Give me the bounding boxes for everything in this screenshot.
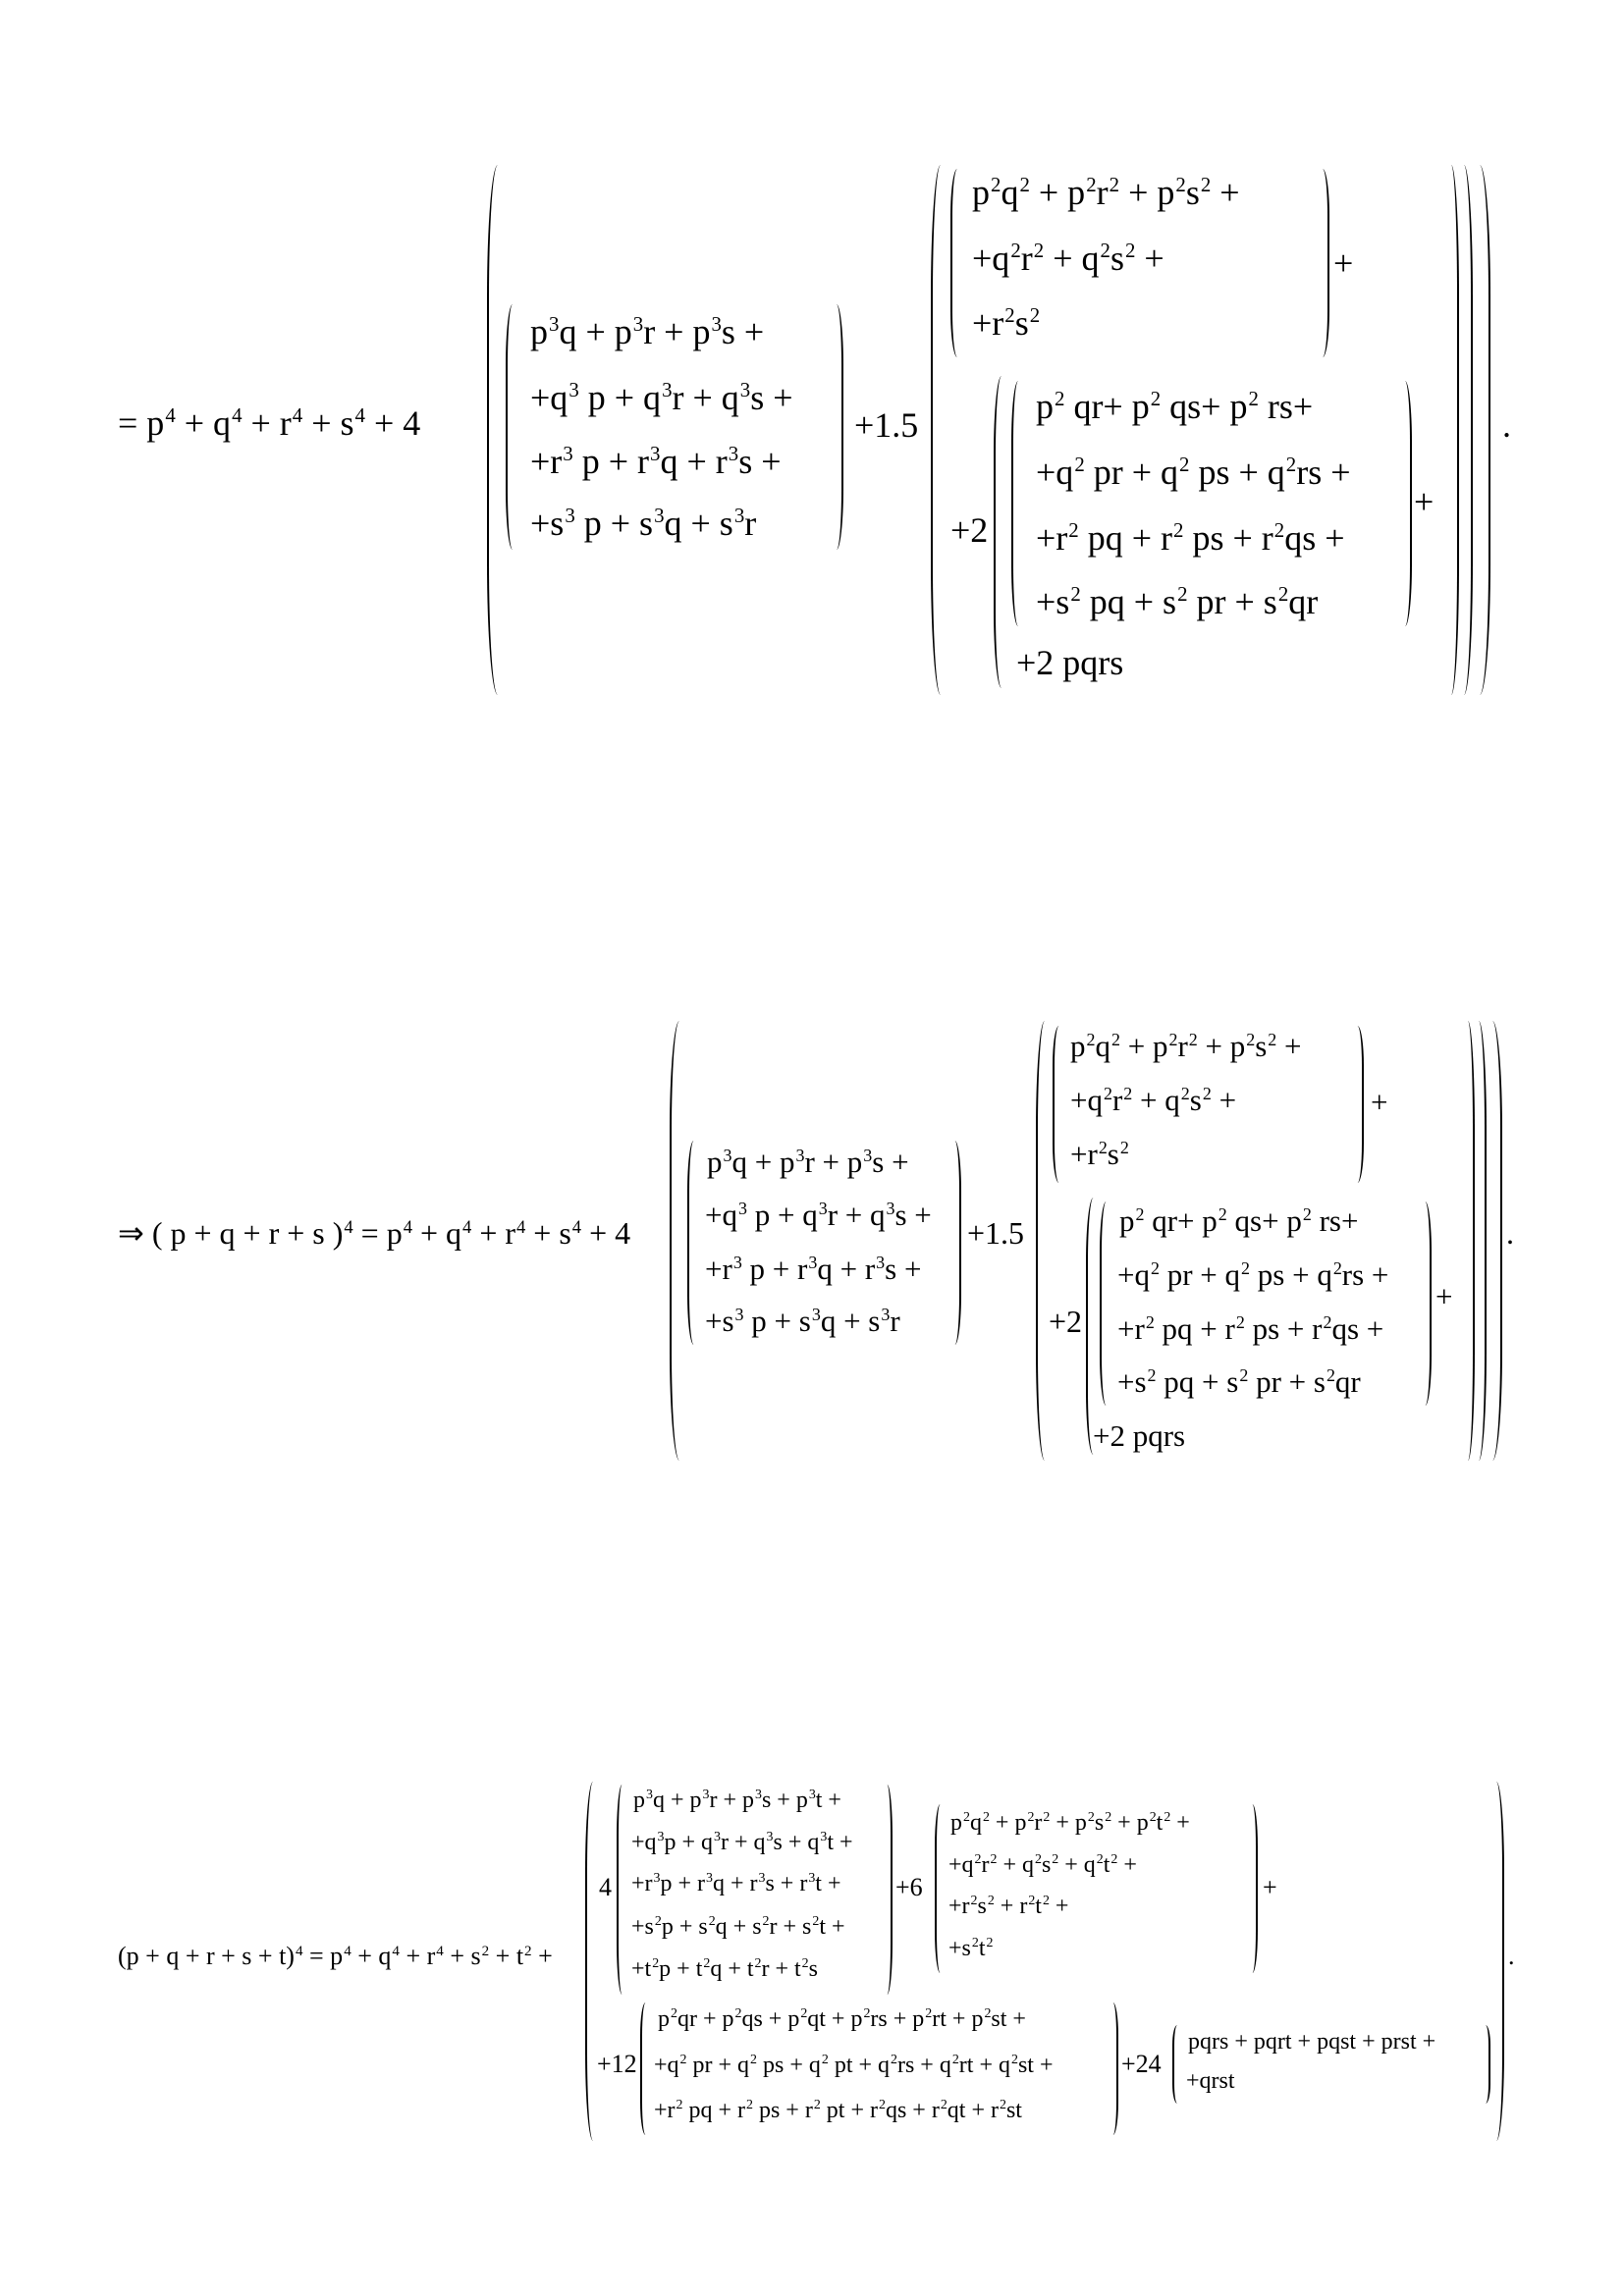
eq3-blockC-line: $+r^2$ pq + $r^2$ ps + $r^2$ pt + $r^2qs + r^2qt + r^2st$ xyxy=(654,2098,1022,2123)
eq2-pqrs-term: +2 pqrs xyxy=(1093,1418,1186,1453)
eq3-coef-12: +12 xyxy=(597,2050,637,2078)
eq1-outer-paren-right xyxy=(1469,165,1490,695)
eq1-inner-paren-left xyxy=(994,376,1009,688)
eq2-blockB-line: $+q^2r^2 + q^2s^2$ + xyxy=(1070,1083,1237,1117)
eq1-blockC-paren-left xyxy=(1011,381,1025,626)
eq1-blockB-line: $p^2q^2 + p^2r^2 + p^2s^2$ + xyxy=(972,173,1240,212)
eq2-blockA-line: $+r^3$ $p + r^3q + r^3s$ + xyxy=(705,1252,922,1286)
eq1-plus: + xyxy=(1333,243,1354,283)
eq3-coef-6: +6 xyxy=(895,1873,923,1901)
eq2-blockA-line: $p^3q + p^3r + p^3s$ + xyxy=(707,1145,909,1179)
eq1-blockA-paren-left xyxy=(506,304,519,550)
eq2-blockC-line: $+s^2$ pq + $s^2$ pr + $s^2qr$ xyxy=(1117,1364,1361,1399)
eq3-blockA-line: $+q^3p + q^3r + q^3s + q^3t$ + xyxy=(631,1830,853,1855)
eq1-blockA-line: $+s^3$ $p + s^3q + s^3r$ xyxy=(530,504,757,543)
eq1-blockA-line: $p^3q + p^3r + p^3s$ + xyxy=(530,312,765,351)
eq2-blockA-paren-right xyxy=(948,1141,961,1345)
eq1-coef-1-5: +1.5 xyxy=(854,405,919,445)
eq1-blockC-line: $+q^2$ pr + $q^2$ ps + $q^2rs$ + xyxy=(1036,453,1351,492)
eq3-outer-paren-left xyxy=(585,1782,601,2141)
eq3-outer-paren-right xyxy=(1489,1782,1504,2141)
eq3-period: . xyxy=(1508,1942,1515,1970)
eq2-plus: + xyxy=(1371,1085,1388,1119)
eq3-coef-4: 4 xyxy=(599,1873,612,1901)
eq1-blockC-line: $+r^2$ pq + $r^2$ ps + $r^2qs$ + xyxy=(1036,518,1345,558)
eq1-blockB-paren-right xyxy=(1316,169,1329,357)
eq2-coef-2: +2 xyxy=(1049,1304,1083,1339)
eq2-blockA-line: $+s^3$ $p + s^3q + s^3r$ xyxy=(705,1304,900,1338)
eq3-blockD-line: +qrst xyxy=(1186,2068,1235,2094)
eq1-pqrs-term: +2 pqrs xyxy=(1016,643,1124,682)
eq1-blockC-line: $+s^2$ pq + $s^2$ pr + $s^2qr$ xyxy=(1036,582,1319,621)
eq3-coef-24: +24 xyxy=(1121,2050,1162,2078)
eq3-blockC-line: $p^2qr + p^2qs + p^2qt + p^2rs + p^2rt + p^2st$ + xyxy=(658,2006,1026,2032)
eq1-blockC-paren-right xyxy=(1398,381,1412,626)
eq1-blockC-line: $p^2$ $qr+ p^2$ $qs+ p^2$ rs+ xyxy=(1036,387,1314,426)
eq2-blockA-line: $+q^3$ $p + q^3r + q^3s$ + xyxy=(705,1198,932,1232)
eq2-blockC-line: $+q^2$ pr + $q^2$ ps + $q^2rs$ + xyxy=(1117,1257,1389,1292)
eq2-lhs: ⇒ ( p + q + r + s )$^4 = p^4 + q^4 + r^4 + s^4 + 4$ xyxy=(118,1215,631,1251)
eq1-blockA-paren-right xyxy=(830,304,843,550)
eq2-blockA-paren-left xyxy=(687,1141,700,1345)
eq1-blockB-paren-left xyxy=(950,169,964,357)
eq1-lhs: = $p^4 + q^4 + r^4 + s^4 + 4$ xyxy=(118,403,421,443)
eq2-blockC-paren-left xyxy=(1100,1201,1112,1406)
eq3-blockA-line: $p^3q + p^3r + p^3s + p^3t$ + xyxy=(633,1788,841,1813)
eq2-mid-paren-left xyxy=(1036,1021,1054,1461)
eq2-outer-paren-right xyxy=(1483,1021,1502,1461)
eq2-blockB-paren-left xyxy=(1053,1026,1065,1183)
eq3-blockC-paren-right xyxy=(1108,2002,1118,2135)
eq3-blockB-paren-right xyxy=(1247,1804,1258,1973)
eq3-blockB-paren-left xyxy=(935,1804,946,1973)
eq3-blockD-line: pqrs + pqrt + pqst + prst + xyxy=(1188,2029,1436,2055)
eq1-period: . xyxy=(1502,405,1511,445)
eq1-blockA-line: $+r^3$ $p + r^3q + r^3s$ + xyxy=(530,442,782,481)
eq3-blockB-line: $p^2q^2 + p^2r^2 + p^2s^2 + p^2t^2$ + xyxy=(950,1810,1190,1836)
eq3-blockB-line: $+s^2t^2$ xyxy=(948,1936,994,1961)
eq3-blockB-line: $+r^2s^2 + r^2t^2$ + xyxy=(948,1894,1069,1919)
eq2-blockC-paren-right xyxy=(1419,1201,1432,1406)
eq1-plus: + xyxy=(1414,482,1435,521)
eq2-blockC-line: $p^2$ $qr+ p^2$ $qs+ p^2$ rs+ xyxy=(1119,1203,1359,1238)
eq1-blockB-line: $+q^2r^2 + q^2s^2$ + xyxy=(972,239,1164,278)
eq3-blockC-line: $+q^2$ pr + $q^2$ ps + $q^2$ pt + $q^2rs + q^2rt + q^2st$ + xyxy=(654,2053,1054,2078)
eq3-blockA-line: $+s^2p + s^2q + s^2r + s^2t$ + xyxy=(631,1914,845,1940)
eq3-blockA-line: $+r^3p + r^3q + r^3s + r^3t$ + xyxy=(631,1871,841,1896)
eq3-lhs: $(p + q + r + s + t)^4 = p^4 + q^4 + r^4 + s^2 + t^2$ + xyxy=(118,1942,553,1970)
eq1-coef-2: +2 xyxy=(950,510,989,550)
eq3-blockA-line: $+t^2p + t^2q + t^2r + t^2s$ xyxy=(631,1956,818,1982)
eq2-inner-paren-left xyxy=(1086,1198,1101,1455)
eq2-outer-paren-left xyxy=(670,1021,689,1461)
eq2-blockB-paren-right xyxy=(1351,1026,1364,1183)
eq2-plus: + xyxy=(1435,1279,1453,1313)
eq3-blockD-paren-left xyxy=(1172,2025,1182,2104)
eq3-blockB-line: $+q^2r^2 + q^2s^2 + q^2t^2$ + xyxy=(948,1852,1137,1878)
eq2-coef-1-5: +1.5 xyxy=(967,1215,1025,1251)
eq3-plus: + xyxy=(1263,1873,1277,1901)
eq3-blockA-paren-left xyxy=(617,1785,627,1995)
eq1-blockA-line: $+q^3$ $p + q^3r + q^3s$ + xyxy=(530,378,793,417)
eq2-blockB-line: $p^2q^2 + p^2r^2 + p^2s^2$ + xyxy=(1070,1029,1302,1063)
eq1-mid-paren-left xyxy=(931,165,950,695)
eq2-blockC-line: $+r^2$ pq + $r^2$ ps + $r^2qs$ + xyxy=(1117,1311,1384,1346)
eq3-blockA-paren-right xyxy=(882,1785,893,1995)
eq1-blockB-line: $+r^2s^2$ xyxy=(972,303,1041,343)
eq2-blockB-line: $+r^2s^2$ xyxy=(1070,1137,1129,1171)
eq2-period: . xyxy=(1506,1215,1514,1251)
eq3-blockC-paren-left xyxy=(640,2002,651,2135)
